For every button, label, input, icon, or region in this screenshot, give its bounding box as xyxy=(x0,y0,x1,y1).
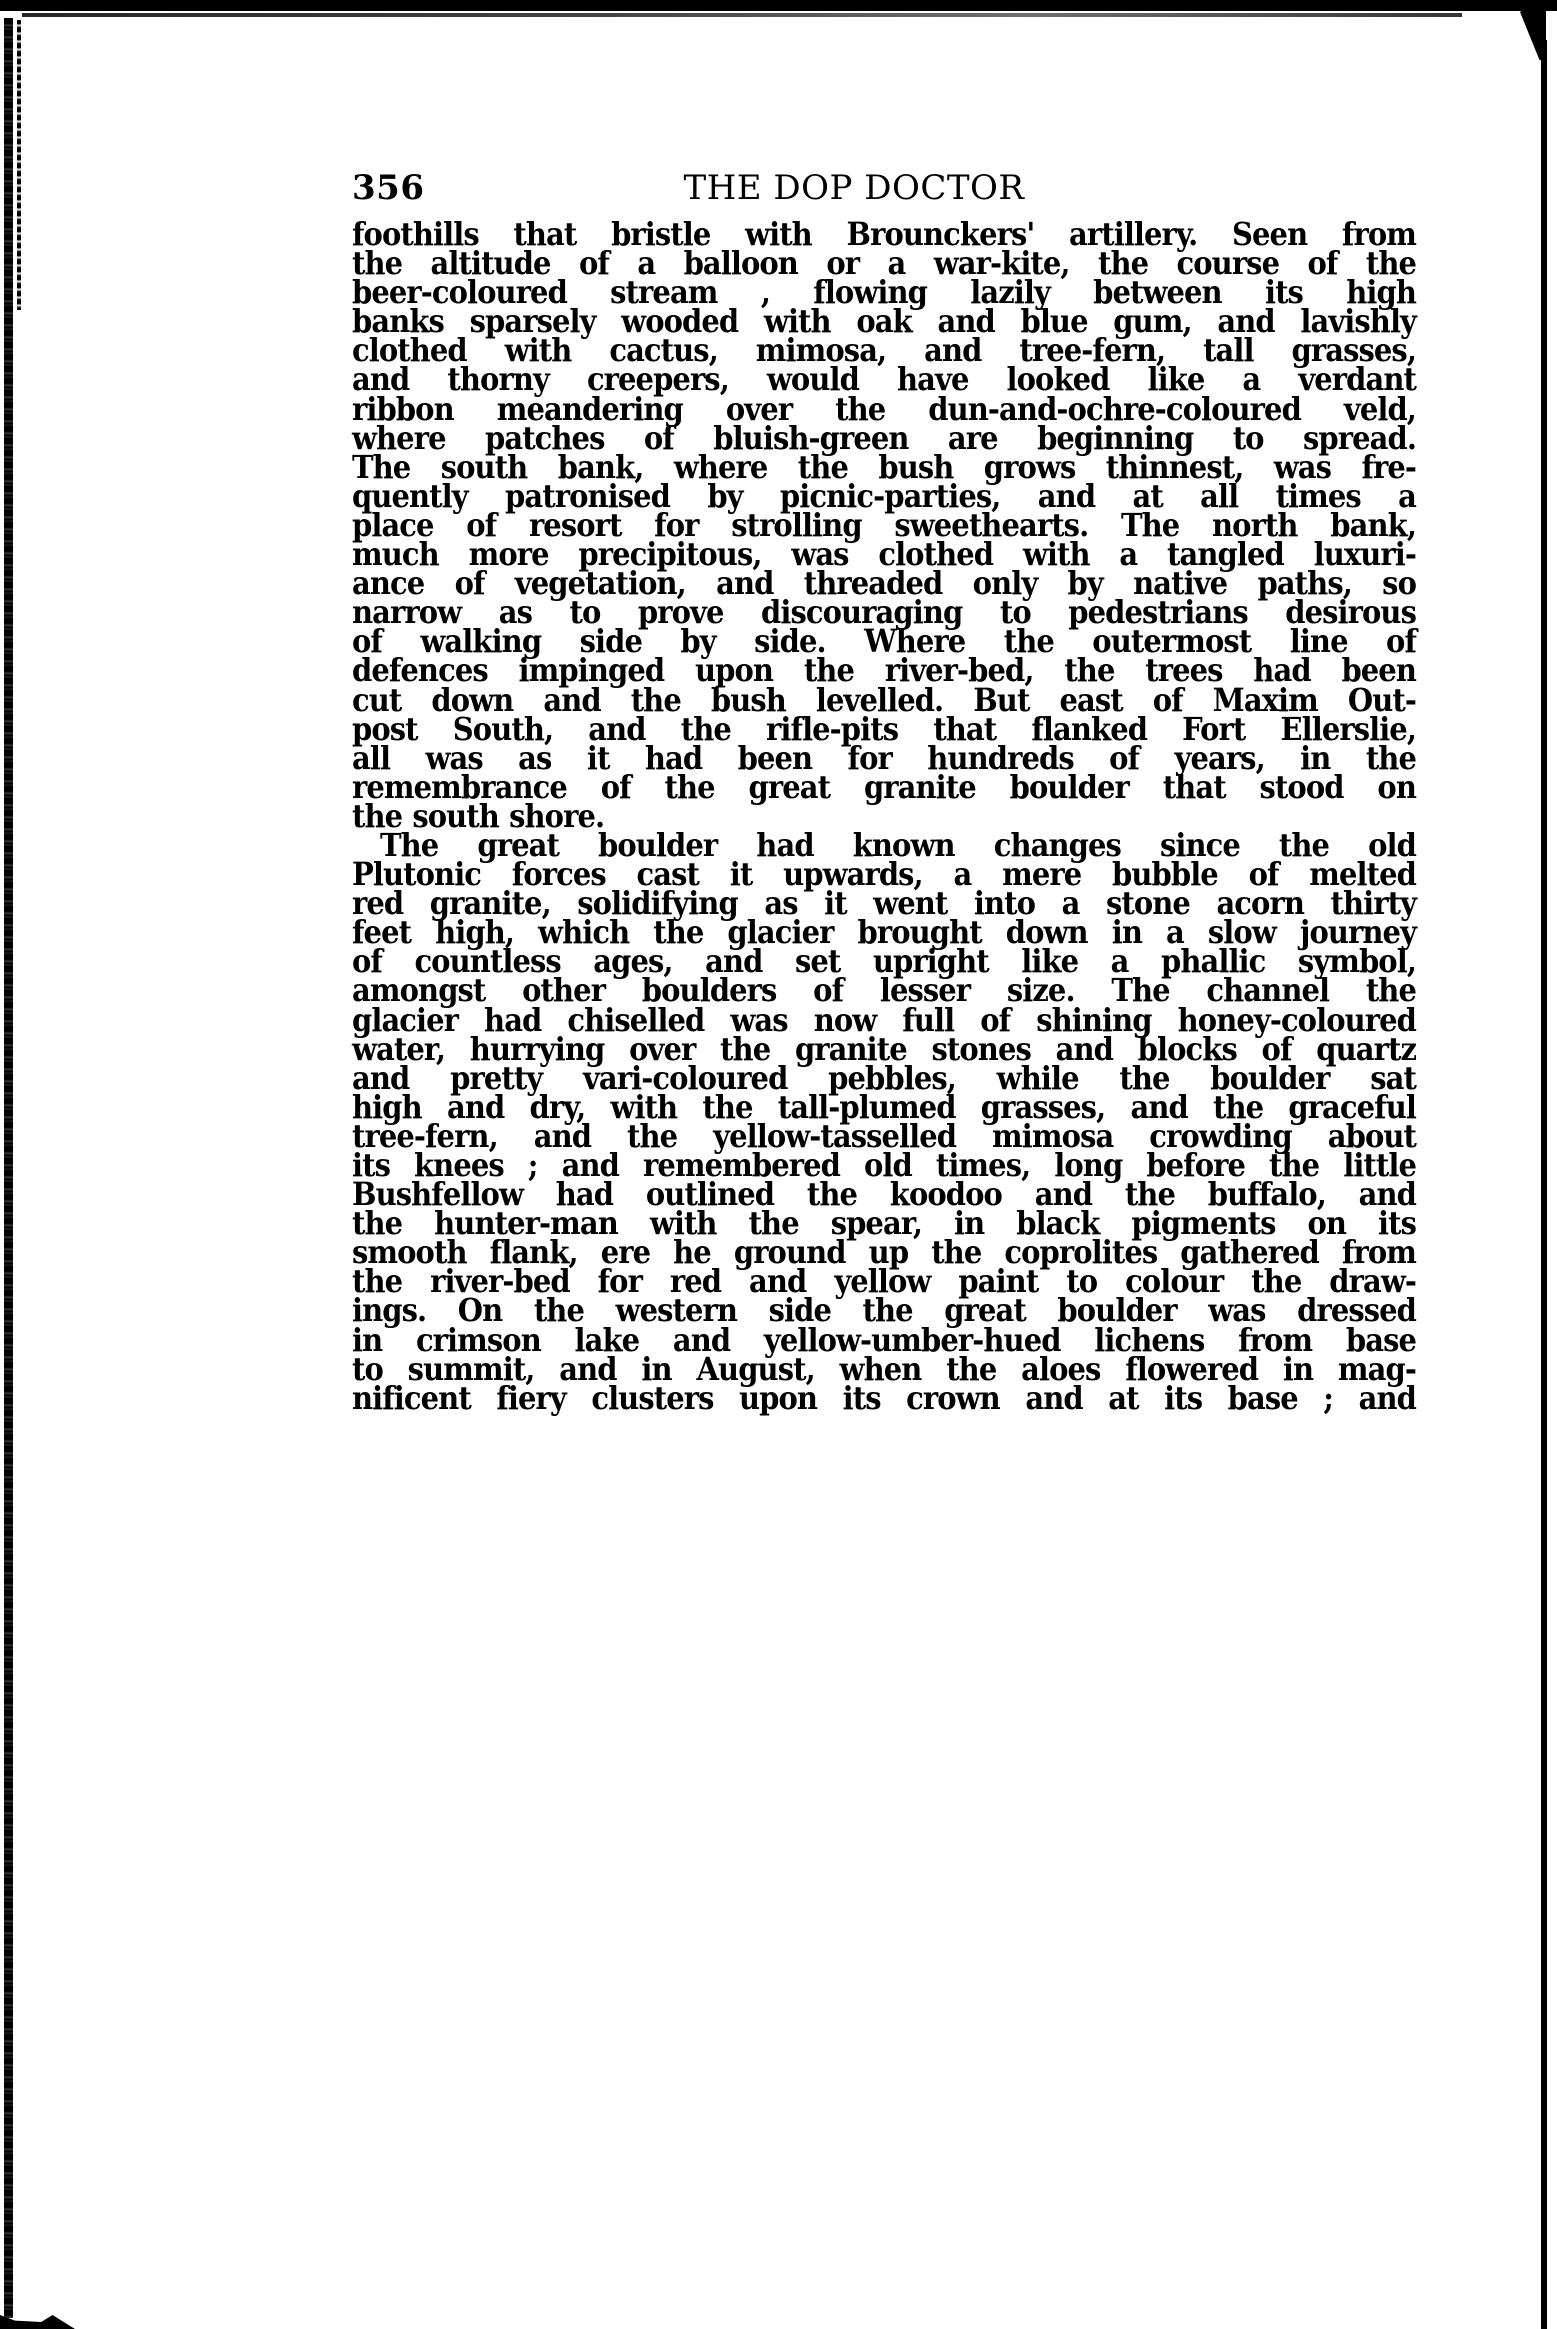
text-line: its knees ; and remembered old times, long before the little xyxy=(352,1146,1416,1184)
text-line: quently patronised by picnic-parties, and at all times a xyxy=(352,476,1416,515)
text-line: to summit, and in August, when the aloes flowered in mag- xyxy=(352,1349,1416,1388)
text-line: place of resort for strolling sweethearts. The north bank, xyxy=(352,505,1416,544)
text-line: red granite, solidifying as it went into a stone acorn thirty xyxy=(352,884,1416,923)
text-line: post South, and the rifle-pits that flanked Fort Ellerslie, xyxy=(352,709,1416,748)
text-line: ribbon meandering over the dun-and-ochre-coloured veld, xyxy=(352,389,1416,428)
text-line: banks sparsely wooded with oak and blue gum, and lavishly xyxy=(352,302,1416,341)
text-line: The south bank, where the bush grows thinnest, was fre- xyxy=(352,447,1416,486)
text-line: The great boulder had known changes since the old xyxy=(380,825,1416,864)
text-line: where patches of bluish-green are beginning to spread. xyxy=(352,418,1416,457)
text-line: cut down and the bush levelled. But east of Maxim Out- xyxy=(352,680,1416,719)
text-line: in crimson lake and yellow-umber-hued lichens from base xyxy=(352,1320,1416,1359)
text-line: feet high, which the glacier brought down in a slow journey xyxy=(352,913,1416,952)
page-number: 356 xyxy=(352,168,425,208)
text-line: smooth flank, ere he ground up the coprolites gathered from xyxy=(352,1233,1416,1272)
text-line: and thorny creepers, would have looked like a verdant xyxy=(352,360,1416,399)
text-line: nificent fiery clusters upon its crown and at its base ; and xyxy=(352,1378,1416,1417)
text-line: the hunter-man with the spear, in black pigments on its xyxy=(352,1204,1416,1243)
book-page xyxy=(352,168,1416,1417)
scan-top-rule xyxy=(22,13,1462,17)
text-line: high and dry, with the tall-plumed grasses, and the graceful xyxy=(352,1087,1416,1126)
scan-top-edge xyxy=(0,0,1557,11)
paragraph xyxy=(352,825,1416,1417)
text-line: remembrance of the great granite boulder that stood on xyxy=(352,767,1416,806)
text-line: of walking side by side. Where the outermost line of xyxy=(352,622,1416,661)
scan-binding-edge-inner xyxy=(17,20,21,310)
running-head xyxy=(352,168,1416,218)
text-line: much more precipitous, was clothed with a tangled luxuri- xyxy=(352,535,1416,574)
text-line: beer-coloured stream , flowing lazily between its high xyxy=(352,273,1416,312)
text-line: water, hurrying over the granite stones and blocks of quartz xyxy=(352,1029,1416,1068)
text-line: the altitude of a balloon or a war-kite, the course of the xyxy=(352,244,1416,283)
body-text xyxy=(352,215,1416,1417)
text-line: all was as it had been for hundreds of years, in the xyxy=(352,738,1416,777)
scan-right-edge xyxy=(1541,40,1547,2329)
text-line: Bushfellow had outlined the koodoo and the buffalo, and xyxy=(352,1175,1416,1214)
text-line: amongst other boulders of lesser size. The channel the xyxy=(352,971,1416,1010)
text-line: foothills that bristle with Brounckers' artillery. Seen from xyxy=(352,215,1416,253)
text-line: glacier had chiselled was now full of shining honey-coloured xyxy=(352,1000,1416,1039)
scan-binding-edge xyxy=(4,18,13,2318)
text-line: Plutonic forces cast it upwards, a mere bubble of melted xyxy=(352,855,1416,894)
text-line: defences impinged upon the river-bed, the trees had been xyxy=(352,651,1416,690)
text-line: ings. On the western side the great boulder was dressed xyxy=(352,1291,1416,1330)
running-title: THE DOP DOCTOR xyxy=(683,168,1025,208)
text-line: tree-fern, and the yellow-tasselled mimosa crowding about xyxy=(352,1116,1416,1155)
text-line: the south shore. xyxy=(352,796,605,835)
text-line: of countless ages, and set upright like a phallic symbol, xyxy=(352,942,1416,981)
text-line: clothed with cactus, mimosa, and tree-fern, tall grasses, xyxy=(352,331,1416,370)
text-line: narrow as to prove discouraging to pedestrians desirous xyxy=(352,593,1416,632)
text-line: and pretty vari-coloured pebbles, while the boulder sat xyxy=(352,1058,1416,1097)
paragraph xyxy=(352,215,1416,835)
text-line: ance of vegetation, and threaded only by native paths, so xyxy=(352,564,1416,603)
text-line: the river-bed for red and yellow paint to colour the draw- xyxy=(352,1262,1416,1301)
